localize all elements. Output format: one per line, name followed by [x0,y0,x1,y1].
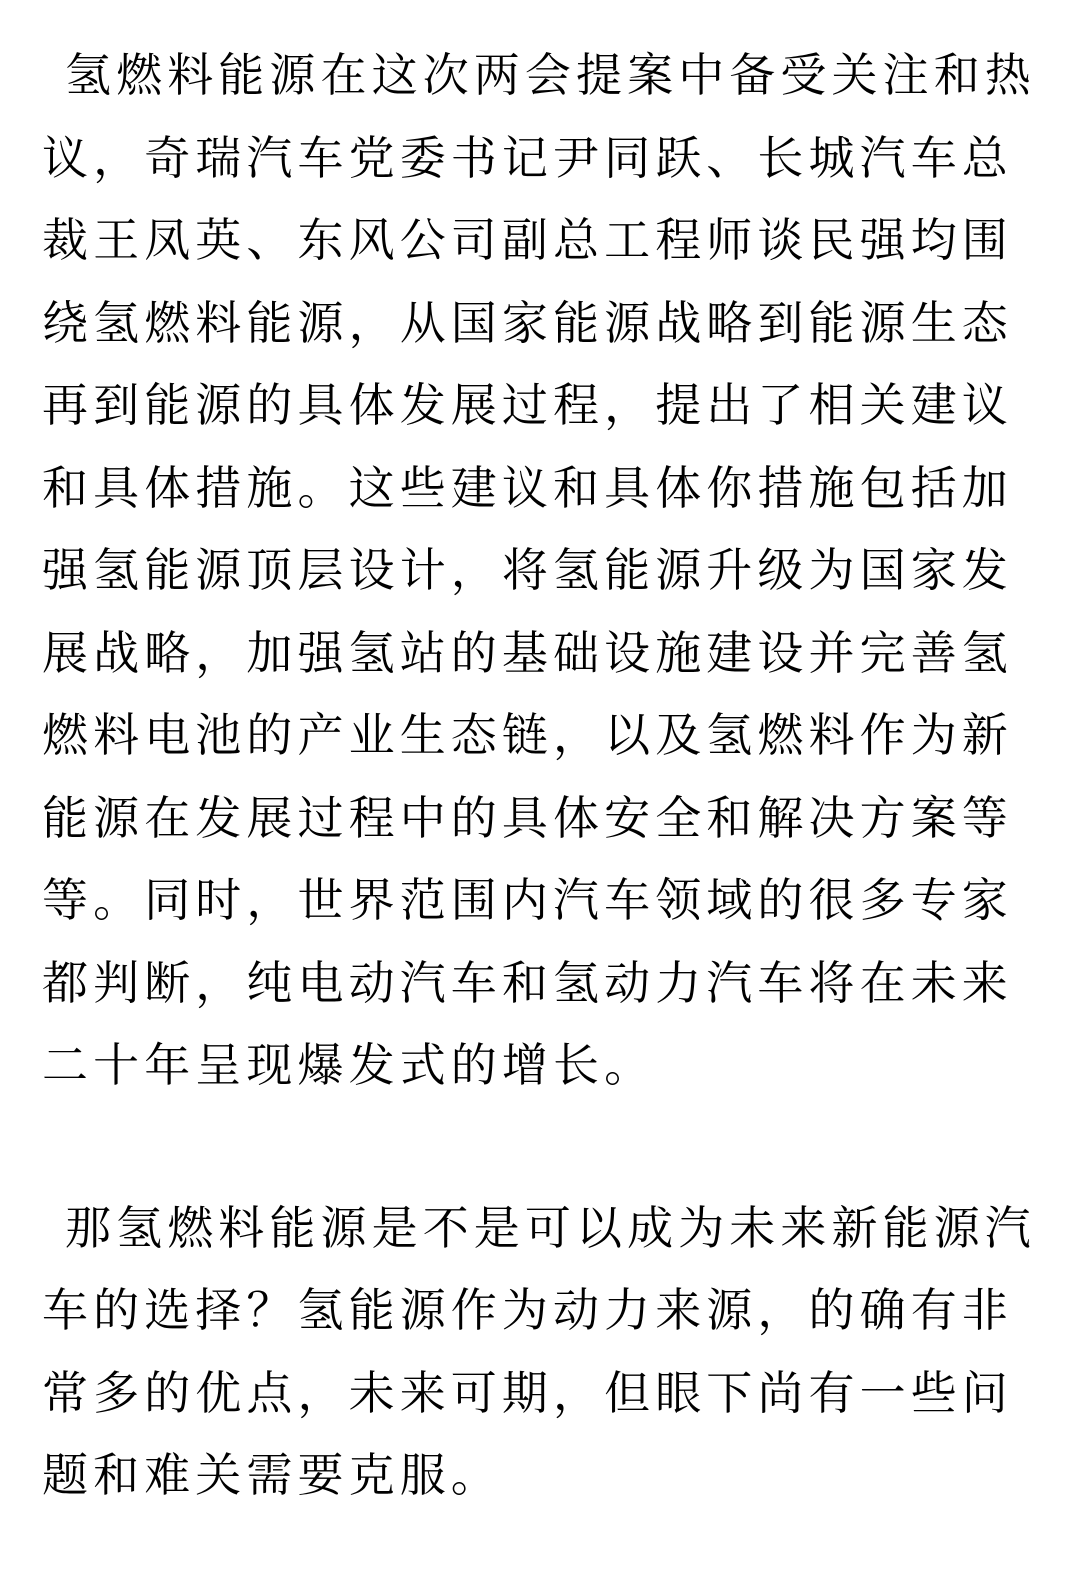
article-body [42,34,1036,1517]
article-paragraph-2: 那氢燃料能源是不是可以成为未来新能源汽车的选择？氢能源作为动力来源，的确有非常多的优点，未来可期，但眼下尚有一些问题和难关需要克服。 [42,1200,1036,1502]
article-paragraph-1: 氢燃料能源在这次两会提案中备受关注和热议，奇瑞汽车党委书记尹同跃、长城汽车总裁王凤英、东风公司副总工程师谈民强均围绕氢燃料能源，从国家能源战略到能源生态再到能源的具体发展过程，提出了相关建议和具体措施。这些建议和具体你措施包括加强氢能源顶层设计，将氢能源升级为国家发展战略，加强氢站的基础设施建设并完善氢燃料电池的产业生态链，以及氢燃料作为新能源在发展过程中的具体安全和解决方案等等。同时，世界范围内汽车领域的很多专家都判断，纯电动汽车和氢动力汽车将在未来二十年呈现爆发式的增长。 [42,48,1036,1092]
